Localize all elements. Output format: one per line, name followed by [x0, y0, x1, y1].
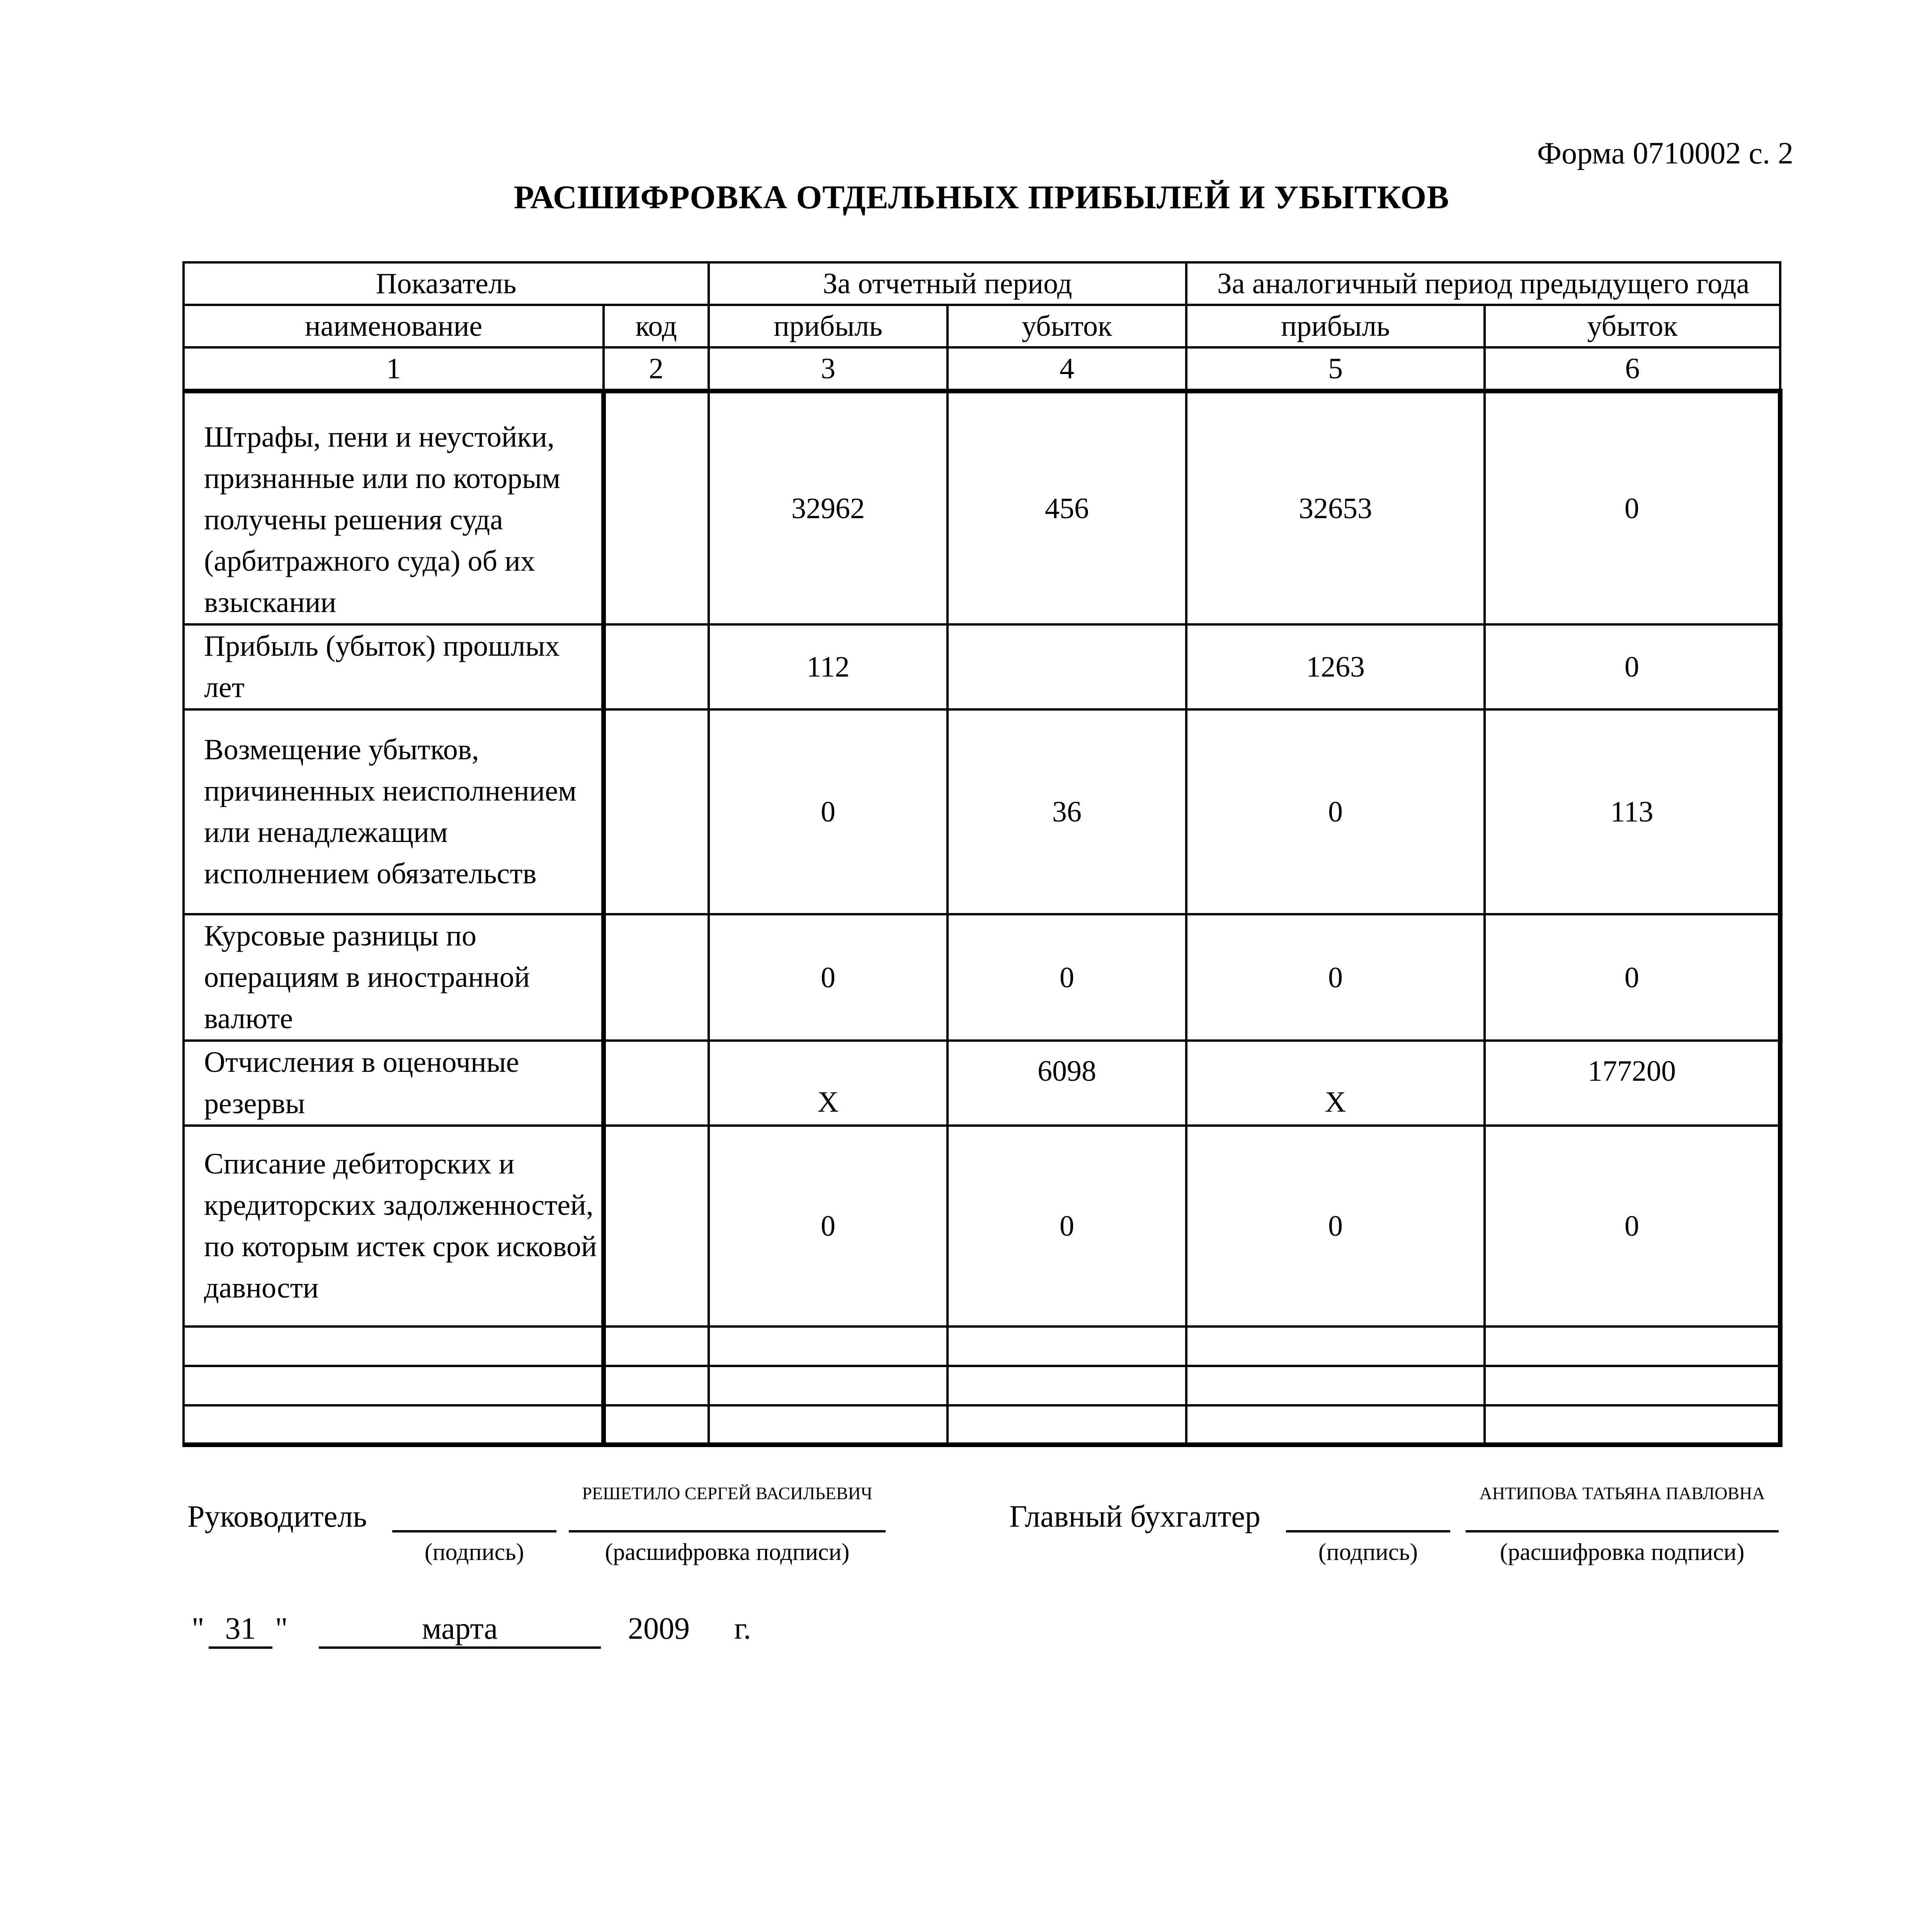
head-label: Руководитель — [187, 1500, 367, 1534]
header-row-1 — [184, 262, 1780, 305]
row-current-profit: 0 — [709, 1126, 947, 1327]
row-current-profit: 112 — [709, 624, 947, 709]
row-current-loss: 0 — [947, 1126, 1186, 1327]
row-name: Прибыль (убыток) прошлых лет — [184, 624, 604, 709]
row-previous-profit: 0 — [1186, 1126, 1485, 1327]
head-decode-caption: (расшифровка подписи) — [605, 1539, 850, 1565]
empty-cell — [709, 1405, 947, 1445]
row-previous-profit: 0 — [1186, 709, 1485, 914]
row-current-loss: 0 — [947, 914, 1186, 1041]
header-previous-period: За аналогичный период предыдущего года — [1186, 262, 1780, 305]
accountant-signature-line[interactable] — [1286, 1530, 1450, 1532]
accountant-label: Главный бухгалтер — [1009, 1500, 1260, 1534]
table-row — [184, 1041, 1780, 1126]
row-current-profit: 32962 — [709, 391, 947, 624]
row-name: Списание дебиторских и кредиторских задолженностей, по которым истек срок исковой давности — [184, 1126, 604, 1327]
date-open-quote: " — [192, 1612, 204, 1646]
empty-cell — [604, 1327, 709, 1366]
empty-cell — [1485, 1366, 1780, 1405]
header-indicator: Показатель — [184, 262, 709, 305]
col-number-3: 3 — [709, 347, 947, 391]
row-current-loss: 6098 — [947, 1041, 1186, 1126]
head-name-line — [569, 1530, 886, 1532]
table-row-empty — [184, 1405, 1780, 1445]
row-name: Штрафы, пени и неустойки, признанные или по которым получены решения суда (арбитражного суда) об их взыскании — [184, 391, 604, 624]
row-current-loss: 456 — [947, 391, 1186, 624]
row-previous-loss: 113 — [1485, 709, 1780, 914]
empty-cell — [1485, 1327, 1780, 1366]
empty-cell — [184, 1405, 604, 1445]
row-previous-loss: 0 — [1485, 1126, 1780, 1327]
accountant-decode-caption: (расшифровка подписи) — [1500, 1539, 1745, 1565]
row-previous-profit: X — [1186, 1041, 1485, 1126]
row-previous-loss: 0 — [1485, 624, 1780, 709]
date-month[interactable]: марта — [319, 1611, 601, 1649]
col-number-2: 2 — [604, 347, 709, 391]
table-row-empty — [184, 1366, 1780, 1405]
row-code — [604, 709, 709, 914]
row-previous-loss: 177200 — [1485, 1041, 1780, 1126]
empty-cell — [947, 1405, 1186, 1445]
report-table — [182, 261, 1783, 1447]
table-row — [184, 1126, 1780, 1327]
empty-cell — [947, 1366, 1186, 1405]
row-current-profit: X — [709, 1041, 947, 1126]
row-current-profit: 0 — [709, 709, 947, 914]
row-name: Курсовые разницы по операциям в иностранной валюте — [184, 914, 604, 1041]
date-suffix: г. — [734, 1612, 751, 1646]
row-current-loss — [947, 624, 1186, 709]
table-row — [184, 391, 1780, 624]
accountant-name-line — [1466, 1530, 1779, 1532]
header-row-numbers — [184, 347, 1780, 391]
empty-cell — [709, 1366, 947, 1405]
table-row — [184, 709, 1780, 914]
row-code — [604, 1041, 709, 1126]
empty-cell — [1186, 1366, 1485, 1405]
empty-cell — [1485, 1405, 1780, 1445]
row-current-loss: 36 — [947, 709, 1186, 914]
date-close-quote: " — [275, 1612, 288, 1646]
empty-cell — [184, 1366, 604, 1405]
date-line — [0, 1604, 1917, 1658]
header-name: наименование — [184, 305, 604, 347]
table-row-empty — [184, 1327, 1780, 1366]
empty-cell — [1186, 1405, 1485, 1445]
head-name: РЕШЕТИЛО СЕРГЕЙ ВАСИЛЬЕВИЧ — [582, 1483, 873, 1503]
header-current-loss: убыток — [947, 305, 1186, 347]
col-number-5: 5 — [1186, 347, 1485, 391]
row-previous-profit: 0 — [1186, 914, 1485, 1041]
row-previous-profit: 1263 — [1186, 624, 1485, 709]
row-code — [604, 1126, 709, 1327]
row-previous-loss: 0 — [1485, 391, 1780, 624]
date-day[interactable]: 31 — [209, 1611, 272, 1649]
empty-cell — [1186, 1327, 1485, 1366]
row-name: Отчисления в оценочные резервы — [184, 1041, 604, 1126]
accountant-name: АНТИПОВА ТАТЬЯНА ПАВЛОВНА — [1479, 1483, 1765, 1503]
head-signature-caption: (подпись) — [424, 1539, 524, 1565]
row-previous-profit: 32653 — [1186, 391, 1485, 624]
row-code — [604, 624, 709, 709]
form-number: Форма 0710002 с. 2 — [1537, 136, 1793, 170]
col-number-4: 4 — [947, 347, 1186, 391]
header-current-profit: прибыль — [709, 305, 947, 347]
empty-cell — [604, 1366, 709, 1405]
head-signature-line[interactable] — [392, 1530, 556, 1532]
col-number-6: 6 — [1485, 347, 1780, 391]
header-code: код — [604, 305, 709, 347]
accountant-signature-caption: (подпись) — [1318, 1539, 1418, 1565]
row-name: Возмещение убытков, причиненных неисполнением или ненадлежащим исполнением обязательств — [184, 709, 604, 914]
empty-cell — [184, 1327, 604, 1366]
header-previous-profit: прибыль — [1186, 305, 1485, 347]
header-row-2 — [184, 305, 1780, 347]
table-row — [184, 914, 1780, 1041]
document-title: РАСШИФРОВКА ОТДЕЛЬНЫХ ПРИБЫЛЕЙ И УБЫТКОВ — [514, 179, 1449, 216]
row-code — [604, 391, 709, 624]
row-previous-loss: 0 — [1485, 914, 1780, 1041]
col-number-1: 1 — [184, 347, 604, 391]
row-code — [604, 914, 709, 1041]
date-year: 2009 — [628, 1612, 690, 1646]
empty-cell — [947, 1327, 1186, 1366]
empty-cell — [604, 1405, 709, 1445]
empty-cell — [709, 1327, 947, 1366]
header-current-period: За отчетный период — [709, 262, 1186, 305]
header-previous-loss: убыток — [1485, 305, 1780, 347]
row-current-profit: 0 — [709, 914, 947, 1041]
table-row — [184, 624, 1780, 709]
